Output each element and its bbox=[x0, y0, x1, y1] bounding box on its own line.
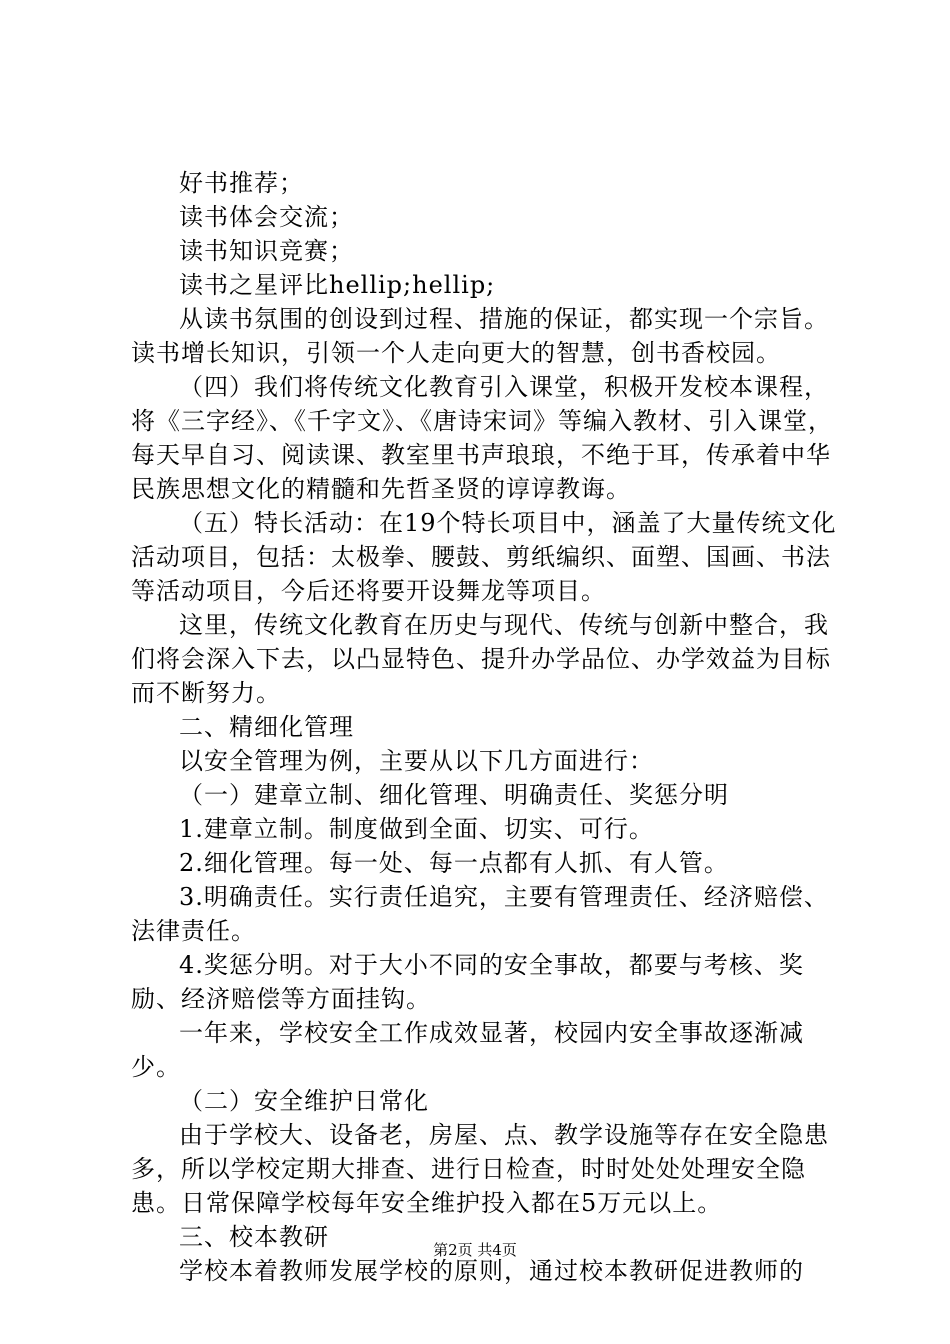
paragraph: （五）特长活动：在19个特长项目中，涵盖了大量传统文化活动项目，包括：太极拳、腰鼓、剪纸编织、面塑、国画、书法等活动项目，今后还将要开设舞龙等项目。 bbox=[131, 509, 837, 605]
paragraph: 一年来，学校安全工作成效显著，校园内安全事故逐渐减少。 bbox=[131, 1019, 804, 1081]
paragraph: 读书知识竞赛； bbox=[179, 237, 354, 265]
page-number-footer: 第2页 共4页 bbox=[433, 1241, 517, 1259]
document-body bbox=[131, 166, 846, 1288]
section-heading: 二、精细化管理 bbox=[179, 713, 354, 741]
paragraph: 学校本着教师发展学校的原则，通过校本教研促进教师的 bbox=[179, 1257, 804, 1285]
paragraph: 好书推荐； bbox=[179, 169, 304, 197]
subsection-heading: （二）安全维护日常化 bbox=[179, 1087, 429, 1115]
list-item: 1.建章立制。制度做到全面、切实、可行。 bbox=[179, 815, 654, 843]
paragraph: 读书体会交流； bbox=[179, 203, 354, 231]
list-item: 4.奖惩分明。对于大小不同的安全事故，都要与考核、奖励、经济赔偿等方面挂钩。 bbox=[131, 951, 804, 1013]
list-item: 3.明确责任。实行责任追究，主要有管理责任、经济赔偿、法律责任。 bbox=[131, 883, 829, 945]
section-heading: 三、校本教研 bbox=[179, 1223, 329, 1251]
paragraph: 从读书氛围的创设到过程、措施的保证，都实现一个宗旨。读书增长知识，引领一个人走向更大的智慧，创书香校园。 bbox=[131, 305, 829, 367]
paragraph: 读书之星评比hellip;hellip; bbox=[179, 271, 496, 299]
paragraph: （四）我们将传统文化教育引入课堂，积极开发校本课程，将《三字经》、《千字文》、《唐诗宋词》等编入教材、引入课堂，每天早自习、阅读课、教室里书声琅琅，不绝于耳，传承着中华民族思想文化的精髓和先哲圣贤的谆谆教诲。 bbox=[131, 373, 833, 503]
paragraph: 以安全管理为例，主要从以下几方面进行： bbox=[179, 747, 654, 775]
paragraph: 由于学校大、设备老，房屋、点、教学设施等存在安全隐患多，所以学校定期大排查、进行日检查，时时处处处理安全隐患。日常保障学校每年安全维护投入都在5万元以上。 bbox=[131, 1121, 829, 1217]
subsection-heading: （一）建章立制、细化管理、明确责任、奖惩分明 bbox=[179, 781, 729, 809]
paragraph: 这里，传统文化教育在历史与现代、传统与创新中整合，我们将会深入下去，以凸显特色、提升办学品位、办学效益为目标而不断努力。 bbox=[131, 611, 831, 707]
list-item: 2.细化管理。每一处、每一点都有人抓、有人管。 bbox=[179, 849, 729, 877]
